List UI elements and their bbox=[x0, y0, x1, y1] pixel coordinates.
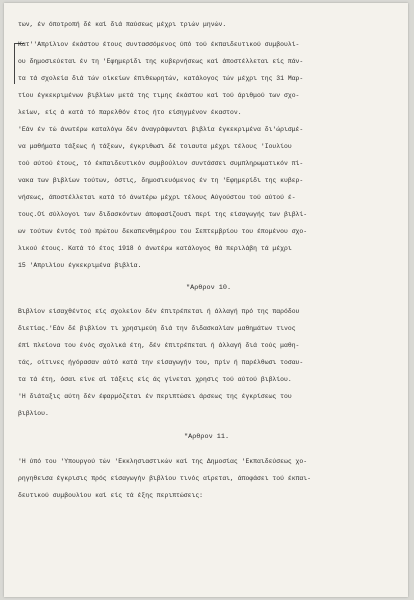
text-line: 'Εάν έν τώ άνωτέρω καταλόγω δέν άναγράφωνται βιβλία έγκεκριμένα δι'ώρισμέ- bbox=[18, 126, 304, 133]
text-line: τους.Οί σύλλογοι των διδασκόντων άποφασίζουσι περί της είσαγωγής των βιβλί- bbox=[18, 211, 308, 218]
text-line: 'Η διάταξις αύτη δέν έφαρμόζεται έν περιπτώσει άρσεως της έγκρίσεως του bbox=[18, 393, 292, 400]
text-line: δευτικού συμβουλίου καί είς τά έξης περιπτώσεις: bbox=[18, 492, 204, 499]
document-page bbox=[4, 3, 408, 597]
margin-bracket bbox=[14, 43, 15, 84]
text-line: λείων, είς ά κατά τό παρελθόν έτος ήτο είσηγμένον έκαστον. bbox=[18, 109, 242, 116]
text-line: ρηγηθεισα έγκρισις πρός είσαγωγήν βιβλίου τινός αίρεται, άποφάσει τού έκπαι- bbox=[18, 475, 311, 482]
text-line: να μαθήματα τάξεως ή τάξεων, έγκριθωσι δέ τοιαυτα μέχρι τέλους 'Ιουλίου bbox=[18, 143, 292, 150]
text-line: 'Η ύπό του 'Υπουργού τών 'Εκκλησιαστικών καί της Δημοσίας 'Εκπαιδεύσεως χο- bbox=[18, 458, 308, 465]
text-line: Κατ''Απρίλιον έκάστου έτους συντασσόμενος ύπό τού έκπαιδευτικού συμβουλί- bbox=[18, 41, 300, 48]
article-heading: "Αρθρον 10. bbox=[186, 284, 232, 292]
text-line: Βιβλίον είσαχθέντος είς σχολείον δέν έπιτρέπεται ή άλλαγή πρό της παρόδου bbox=[18, 308, 300, 315]
text-line: ου δημοσιεύεται έν τη 'Εφημερίδι της κυβερνήσεως καί άποστέλλεται είς πάν- bbox=[18, 58, 304, 65]
text-line: νήσεως, άποστέλλεται κατά τό άνωτέρω μέχρι τέλους Αύγούστου τού αύτού έ- bbox=[18, 194, 296, 201]
text-line: ων τούτων έντός τού πρώτου δεκαπενθημέρου του Σεπτεμβρίου του έπομένου σχο- bbox=[18, 228, 308, 235]
text-line: τάς, οίτινες ήγόρασαν αύτό κατά την είσαγωγήν του, πρίν ή παρέλθωσι τοσαυ- bbox=[18, 359, 304, 366]
text-line: τίου έγκεκριμένων βιβλίων μετά της τιμης έκάστου καί τού άριθμού των σχο- bbox=[18, 92, 300, 99]
text-line: τα τά σχολεία διά τών οίκείων έπιθεωρητών, κατάλογος τών μέχρι της 31 Μαρ- bbox=[18, 75, 304, 82]
text-line: βιβλίου. bbox=[18, 410, 49, 417]
text-line: 15 'Απριλίου έγκεκριμένα βιβλία. bbox=[18, 262, 142, 269]
article-heading: "Αρθρον 11. bbox=[184, 433, 230, 441]
text-line: τού αύτού έτους, τό έκπαιδευτικόν συμβούλιον συντάσσει συμπληρωματικόν πί- bbox=[18, 160, 304, 167]
text-line: των, έν όποτροπή δέ καί διά παύσεως μέχρι τριών μηνών. bbox=[18, 21, 227, 28]
text-line: νακα των βιβλίων τούτων, όστις, δημοσιευόμενος έν τη 'Εφημερίδι της κυβερ- bbox=[18, 177, 304, 184]
text-line: διετίας.'Εάν δέ βιβλίον τι χρησιμεύη διά την διδασκαλίαν μαθημάτων τινος bbox=[18, 325, 296, 332]
text-line: λικού έτους. Κατά τό έτος 1918 ό άνωτέρω κατάλογος θά περιλάβη τά μέχρι bbox=[18, 245, 292, 252]
text-line: έπί πλείονα του ένός σχολικά έτη, δέν έπιτρέπεται ή άλλαγή διά τούς μαθη- bbox=[18, 342, 300, 349]
text-line: τα τά έτη, όσαι είνε αί τάξεις είς άς γίνεται χρησις τού αύτού βιβλίου. bbox=[18, 376, 292, 383]
